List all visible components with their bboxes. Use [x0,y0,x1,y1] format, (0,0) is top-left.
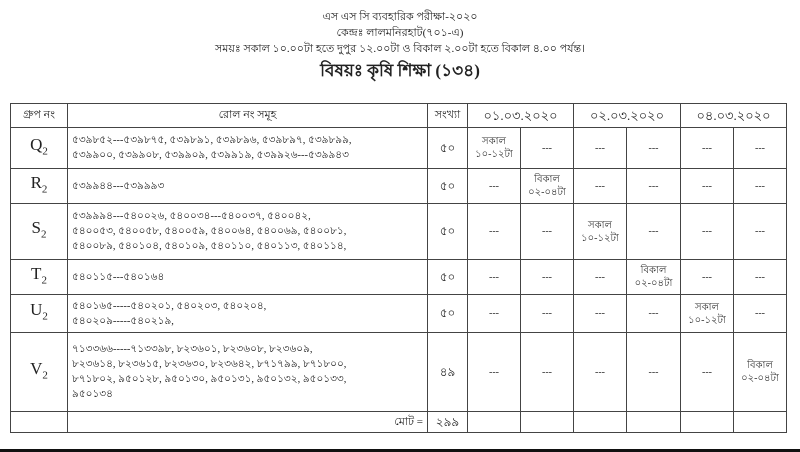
roll-line: ৫৪০০৮৯, ৫৪০১০৪, ৫৪০১০৯, ৫৪০১১০, ৫৪০১১৩, ৫৪০১১৪, [72,241,347,252]
slot-text: --- [648,142,659,154]
slot-text: বিকাল [640,265,667,276]
date-header: ০১.০৩.২০২০ [468,104,574,128]
table-row [11,128,787,169]
date-header: ০২.০৩.২০২০ [574,104,681,128]
empty-cell [681,412,734,433]
table-row [11,333,787,412]
roll-line: ৫৩৯৯৯৪---৫৪০০২৬, ৫৪০০৩৪---৫৪০০৩৭, ৫৪০০৪২, [72,211,311,222]
slot-cell [521,169,574,204]
table-row [11,260,787,295]
roll-line: ৭১৩৩৬৬-----৭১৩৩৯৮, ৮২৩৬০১, ৮২৩৬০৮, ৮২৩৬০৯, [72,344,313,355]
slot-cell [681,204,734,260]
group-cell: $V_2$ [11,333,68,412]
group-cell: $Q_2$ [11,128,68,169]
slot-cell [627,204,681,260]
exam-time: সময়ঃ সকাল ১০.০০টা হতে দুপুর ১২.০০টা ও বিকাল ২.০০টা হতে বিকাল ৪.০০ পর্যন্ত। [214,43,586,55]
slot-text: --- [702,366,713,378]
center-name: কেন্দ্রঃ লালমনিরহাট(৭০১-এ) [336,27,464,39]
slot-cell [468,204,521,260]
roll-line: ৫৩৯৯৪৪---৫৩৯৯৯৩ [72,180,165,192]
table-row [11,204,787,260]
group-cell: $T_2$ [11,260,68,295]
slot-cell [734,295,787,333]
slot-text: --- [595,366,606,378]
slot-cell [521,128,574,169]
slot-cell [468,333,521,412]
slot-cell [521,295,574,333]
slot-cell [574,333,627,412]
slot-text: --- [755,271,766,283]
slot-text: ০২-০৪টা [741,373,779,384]
slot-cell [681,128,734,169]
header-row [11,104,787,128]
empty-cell [521,412,574,433]
roll-line: ৫৩৯৯০০, ৫৩৯৯০৮, ৫৩৯৯০৯, ৫৩৯৯১৯, ৫৩৯৯২৬---৫৩৯৯৪৩ [72,150,349,161]
group-cell: $R_2$ [11,169,68,204]
slot-text: সকাল [695,301,719,313]
slot-text: --- [755,142,766,154]
count-cell: ৪৯ [428,333,468,412]
slot-text: --- [648,180,659,192]
rolls-cell [68,169,428,204]
slot-text: --- [542,308,552,319]
slot-cell [521,204,574,260]
slot-text: --- [595,142,606,154]
slot-cell [627,128,681,169]
rolls-cell [68,333,428,412]
slot-text: --- [489,226,499,237]
slot-cell [574,128,627,169]
slot-text: ১০-১২টা [581,232,619,244]
slot-text: সকাল [588,219,612,231]
slot-text: --- [702,226,713,237]
exam-title: এস এস সি ব্যবহারিক পরীক্ষা-২০২০ [322,11,478,23]
empty-cell [468,412,521,433]
table-row [11,169,787,204]
group-cell: $U_2$ [11,295,68,333]
slot-cell [468,169,521,204]
slot-cell [681,260,734,295]
slot-cell [574,169,627,204]
slot-cell [627,333,681,412]
slot-cell [574,204,627,260]
slot-text: --- [702,271,713,283]
slot-cell [468,128,521,169]
slot-cell [574,260,627,295]
slot-text: --- [648,366,659,378]
roll-line: ৮২৩৬১৪, ৮২৩৬১৫, ৮২৩৬৩০, ৮২৩৬৪২, ৮৭১৭৯৯, ৮৭১৮০০, [72,359,347,370]
count-header: সংখ্যা [428,104,468,128]
count-cell: ৫০ [428,169,468,204]
slot-text: --- [542,142,552,154]
total-row [11,412,787,433]
rolls-cell [68,204,428,260]
slot-text: --- [489,271,499,283]
slot-text: --- [755,308,766,319]
slot-cell [734,128,787,169]
table-row [11,295,787,333]
count-cell: ৫০ [428,260,468,295]
slot-text: --- [489,180,499,192]
slot-text: --- [595,180,606,192]
slot-cell [681,333,734,412]
slot-cell [681,169,734,204]
empty-cell [627,412,681,433]
slot-cell [627,295,681,333]
slot-text: বিকাল [747,360,773,371]
slot-text: --- [755,226,766,237]
slot-cell [521,333,574,412]
slot-text: --- [595,271,606,283]
slot-cell [468,295,521,333]
slot-cell [521,260,574,295]
slot-cell [627,169,681,204]
count-cell: ৫০ [428,128,468,169]
count-cell: ৫০ [428,204,468,260]
slot-text: বিকাল [534,174,560,185]
roll-line: ৫৪০০৫৩, ৫৪০০৫৮, ৫৪০০৫৯, ৫৪০০৬৪, ৫৪০০৬৯, ৫৪০০৮১, [72,226,347,237]
rolls-cell [68,260,428,295]
slot-text: সকাল [482,136,506,147]
slot-text: ১০-১২টা [475,149,513,160]
slot-text: ১০-১২টা [688,314,726,326]
slot-text: ০২-০৪টা [634,278,673,289]
slot-text: --- [542,226,552,237]
rolls-cell [68,295,428,333]
slot-cell [627,260,681,295]
group-header: গ্রুপ নং [11,104,68,128]
slot-text: --- [489,308,499,319]
slot-text: --- [702,142,713,154]
slot-text: --- [542,271,552,283]
roll-line: ৮৭১৮০২, ৯৫০১২৮, ৯৫০১৩০, ৯৫০১৩১, ৯৫০১৩২, ৯৫০১৩৩, [72,374,347,385]
slot-cell [734,260,787,295]
empty-cell [574,412,627,433]
roll-line: ৯৫০১৩৪ [72,389,113,400]
slot-cell [734,169,787,204]
slot-cell [734,204,787,260]
roll-line: ৫৩৯৮৫২---৫৩৯৮৭৫, ৫৩৯৮৯১, ৫৩৯৮৯৬, ৫৩৯৮৯৭, ৫৩৯৮৯৯, [72,135,352,146]
total-label: মোট = [68,412,428,433]
total-count: ২৯৯ [428,412,468,433]
subject-title: বিষয়ঃ কৃষি শিক্ষা (১৩৪) [320,61,480,80]
group-cell: $S_2$ [11,204,68,260]
roll-line: ৫৪০১৬৫-----৫৪০২০১, ৫৪০২০৩, ৫৪০২০৪, [72,300,267,312]
roll-line: ৫৪০২০৯-----৫৪০২১৯, [72,315,174,327]
slot-cell [734,333,787,412]
slot-text: --- [648,226,659,237]
slot-cell [468,260,521,295]
slot-text: --- [595,308,606,319]
slot-text: --- [702,180,713,192]
slot-cell [574,295,627,333]
count-cell: ৫০ [428,295,468,333]
roll-line: ৫৪০১১৫---৫৪০১৬৪ [72,271,165,283]
slot-text: --- [648,308,659,319]
slot-text: --- [755,180,766,192]
slot-text: ০২-০৪টা [528,187,566,198]
rolls-cell [68,128,428,169]
schedule-table [10,103,787,433]
empty-cell [11,412,68,433]
slot-text: --- [542,366,552,378]
date-header: ০৪.০৩.২০২০ [681,104,787,128]
rolls-header: রোল নং সমূহ [68,104,428,128]
slot-text: --- [489,366,499,378]
empty-cell [734,412,787,433]
slot-cell [681,295,734,333]
